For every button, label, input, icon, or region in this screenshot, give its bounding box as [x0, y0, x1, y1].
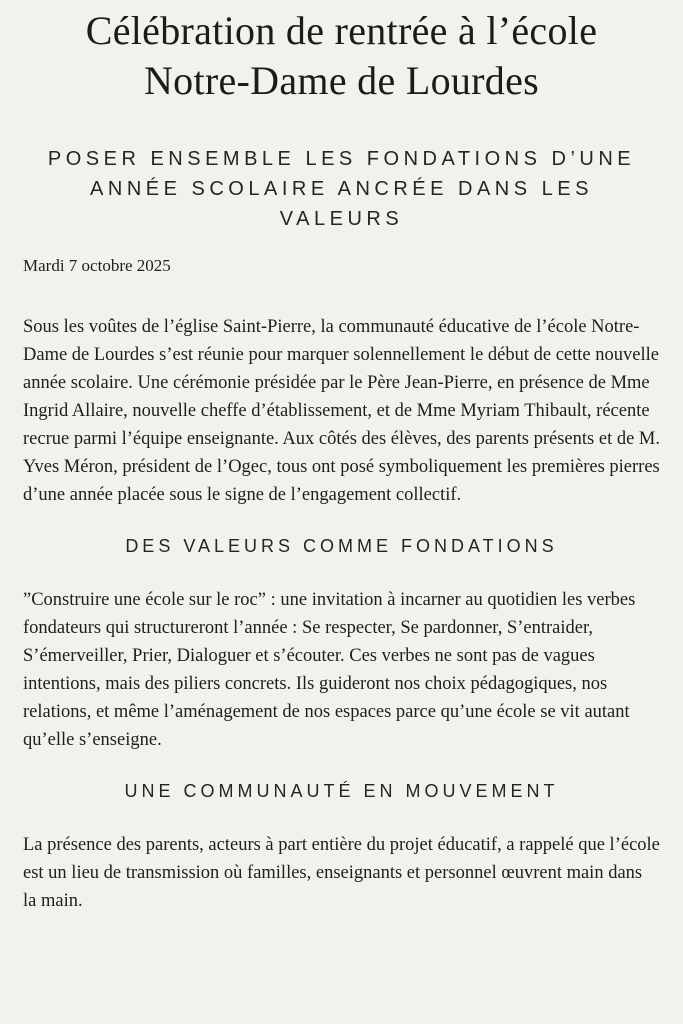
- page-title-line-1: Célébration de rentrée à l’école: [85, 8, 598, 53]
- article-subtitle: [23, 144, 660, 234]
- article-subtitle-line-1: POSER ENSEMBLE LES FONDATIONS D’UNE: [47, 148, 636, 170]
- section-paragraph-communaute: La présence des parents, acteurs à part entière du projet éducatif, a rappelé que l’école est un lieu de transmission où familles, enseignants et personnel œuvrent main dans la main.: [23, 835, 660, 911]
- page-title: [23, 6, 660, 106]
- intro-paragraph: Sous les voûtes de l’église Saint-Pierre, la communauté éducative de l’école Notre-Dame de Lourdes s’est réunie pour marquer solennellement le début de cette nouvelle année scolaire. Une cérémonie présidée par le Père Jean-Pierre, en présence de Mme Ingrid Allaire, nouvelle cheffe d’établissement, et de Mme Myriam Thibault, récente recrue parmi l’équipe enseignante. Aux côtés des élèves, des parents présents et de M. Yves Méron, président de l’Ogec, tous ont posé symboliquement les premières pierres d’une année placée sous le signe de l’engagement collectif.: [23, 317, 660, 505]
- article-subtitle-line-3: VALEURS: [279, 208, 404, 230]
- section-heading-communaute: UNE COMMUNAUTÉ EN MOUVEMENT: [124, 781, 559, 801]
- article-subtitle-line-2: ANNÉE SCOLAIRE ANCRÉE DANS LES: [90, 178, 593, 200]
- section-heading-valeurs: DES VALEURS COMME FONDATIONS: [125, 536, 558, 556]
- article-date: Mardi 7 octobre 2025: [23, 256, 171, 275]
- section-paragraph-valeurs: ”Construire une école sur le roc” : une invitation à incarner au quotidien les verbes fondateurs qui structureront l’année : Se respecter, Se pardonner, S’entraider, S’émerveiller, Prier, Dialoguer et s’écouter. Ces verbes ne sont pas de vagues intentions, mais des piliers concrets. Ils guideront nos choix pédagogiques, nos relations, et même l’aménagement de nos espaces parce qu’une école se vit autant qu’elle s’enseigne.: [23, 590, 636, 750]
- page-title-line-2: Notre-Dame de Lourdes: [143, 58, 540, 103]
